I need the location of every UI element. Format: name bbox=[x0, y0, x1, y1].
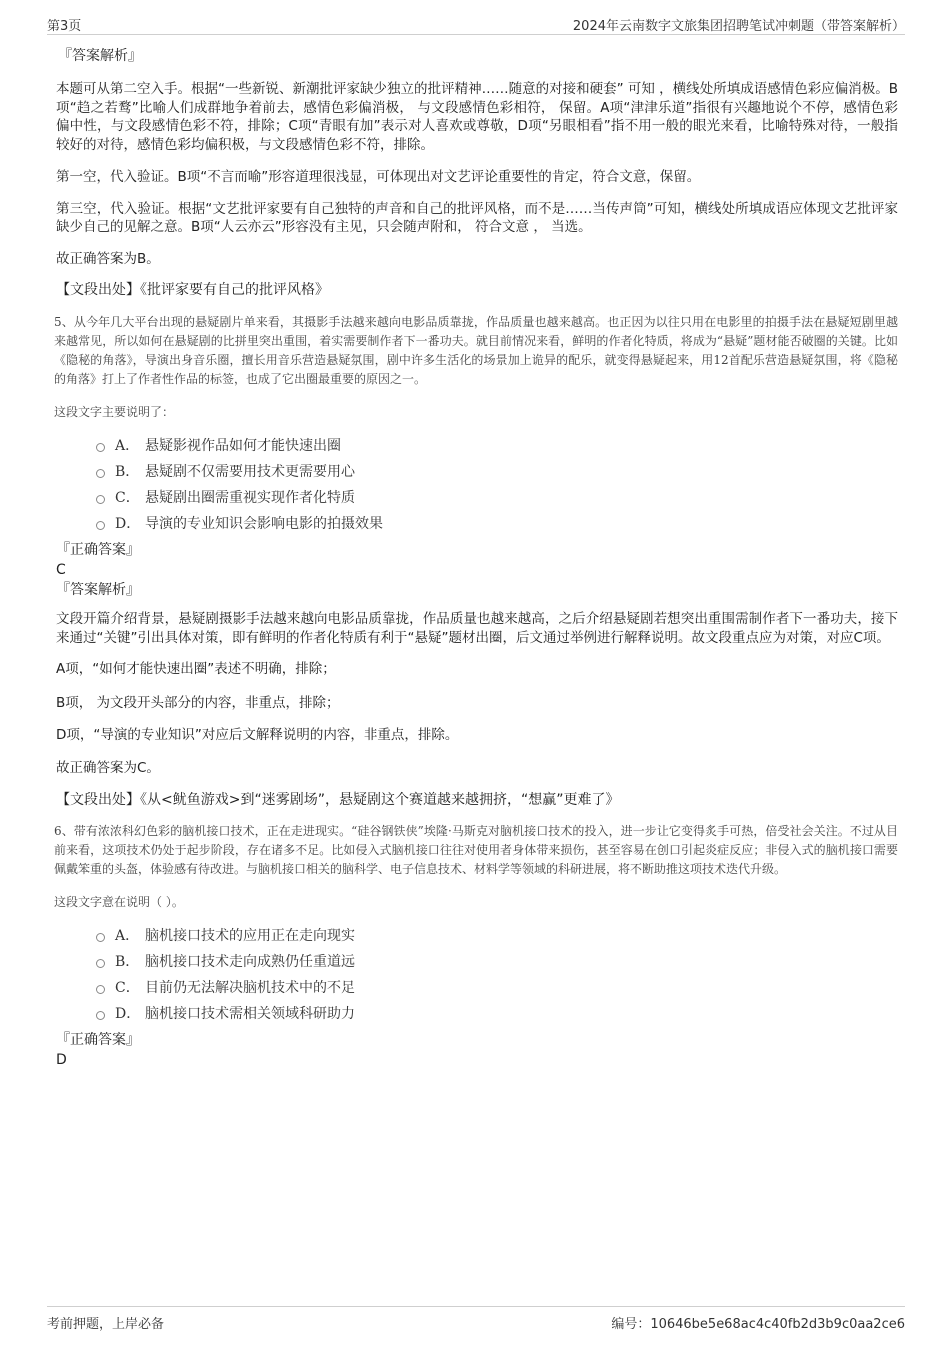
analysis-paragraph: 文段开篇介绍背景，悬疑剧摄影手法越来越向电影品质靠拢，作品质量也越来越高，之后介绍悬疑剧若想突出重围需制作者下一番功夫，接下来通过“关键”引出具体对策，即有鲜明的作者化特质有利于“悬疑”题材出圈，后文通过举例进行解释说明。故文段重点应为对策，对应C项。 bbox=[56, 611, 898, 646]
radio-icon[interactable] bbox=[96, 521, 105, 530]
analysis-paragraph: A项，“如何才能快速出圈”表述不明确，排除； bbox=[56, 661, 336, 677]
option-b[interactable]: B． 脑机接口技术走向成熟仍任重道远 bbox=[96, 948, 898, 974]
radio-icon[interactable] bbox=[96, 933, 105, 942]
option-a[interactable]: A． 悬疑影视作品如何才能快速出圈 bbox=[96, 432, 898, 458]
radio-icon[interactable] bbox=[96, 959, 105, 968]
analysis-paragraph: B项， 为文段开头部分的内容，非重点，排除； bbox=[56, 694, 340, 711]
page-footer bbox=[47, 1306, 905, 1331]
radio-icon[interactable] bbox=[96, 1011, 105, 1020]
radio-icon[interactable] bbox=[96, 495, 105, 504]
answer-statement: 故正确答案为B。 bbox=[56, 250, 160, 267]
answer-statement: 故正确答案为C。 bbox=[56, 759, 160, 776]
analysis-label: 『答案解析』 bbox=[58, 48, 142, 64]
option-b[interactable]: B． 悬疑剧不仅需要用技术更需要用心 bbox=[96, 458, 898, 484]
option-c[interactable]: C． 目前仍无法解决脑机技术中的不足 bbox=[96, 974, 898, 1000]
option-a[interactable]: A． 脑机接口技术的应用正在走向现实 bbox=[96, 922, 898, 948]
analysis-paragraph: 第一空，代入验证。B项“不言而喻”形容道理很浅显，可体现出对文艺评论重要性的肯定，符合文意，保留。 bbox=[56, 169, 701, 185]
page-number: 第3页 bbox=[47, 19, 82, 34]
source-citation: 【文段出处】《从<鱿鱼游戏>到“迷雾剧场”，悬疑剧这个赛道越来越拥挤，“想赢”更难了》 bbox=[56, 792, 620, 808]
analysis-paragraph: D项，“导演的专业知识”对应后文解释说明的内容，非重点，排除。 bbox=[56, 727, 459, 743]
document-id: 编号：10646be5e68ac4c40fb2d3b9c0aa2ce6 bbox=[611, 1317, 905, 1332]
correct-answer-label: 『正确答案』 bbox=[56, 542, 140, 558]
radio-icon[interactable] bbox=[96, 443, 105, 452]
option-d[interactable]: D． 导演的专业知识会影响电影的拍摄效果 bbox=[96, 510, 898, 536]
analysis-paragraph: 第三空，代入验证。根据“文艺批评家要有自己独特的声音和自己的批评风格，而不是……当传声筒”可知，横线处所填成语应体现文艺批评家缺少自己的见解之意。B项“人云亦云”形容没有主见，只会随声附和， 符合文意 ， 当选。 bbox=[56, 200, 898, 235]
analysis-label: 『答案解析』 bbox=[56, 582, 140, 598]
source-citation: 【文段出处】《批评家要有自己的批评风格》 bbox=[56, 282, 329, 298]
option-d[interactable]: D． 脑机接口技术需相关领域科研助力 bbox=[96, 1000, 898, 1026]
footer-slogan: 考前押题，上岸必备 bbox=[47, 1317, 165, 1332]
analysis-paragraph: 本题可从第二空入手。根据“一些新锐、新潮批评家缺少独立的批评精神……随意的对接和硬套” 可知 ，横线处所填成语感情色彩应偏消极。B项“趋之若鹜”比喻人们成群地争着前去，感情色彩偏消极， 与文段感情色彩相符， 保留。A项“津津乐道”指很有兴趣地说个不停，感情色彩偏中性，与文段感情色彩不符，排除；C项“青眼有加”表示对人喜欢或尊敬，D项“另眼相看”指不用一般的眼光来看，比喻特殊对待，一般指较好的对待，感情色彩均偏积极，与文段感情色彩不符，排除。 bbox=[56, 81, 898, 153]
radio-icon[interactable] bbox=[96, 985, 105, 994]
page-content bbox=[56, 46, 898, 1070]
radio-icon[interactable] bbox=[96, 469, 105, 478]
correct-answer: D bbox=[56, 1052, 67, 1068]
option-c[interactable]: C． 悬疑剧出圈需重视实现作者化特质 bbox=[96, 484, 898, 510]
option-list bbox=[96, 922, 898, 1026]
question-text: 6、带有浓浓科幻色彩的脑机接口技术，正在走进现实。“硅谷钢铁侠”埃隆·马斯克对脑机接口技术的投入，进一步让它变得炙手可热，倍受社会关注。不过从目前来看，这项技术仍处于起步阶段，存在诸多不足。比如侵入式脑机接口往往对使用者身体带来损伤，甚至容易在创口引起炎症反应；非侵入式的脑机接口需要佩戴笨重的头盔，体验感有待改进。与脑机接口相关的脑科学、电子信息技术、材料学等领域的科研进展，将不断助推这项技术迭代升级。 bbox=[54, 824, 898, 876]
option-list bbox=[96, 432, 898, 536]
document-title: 2024年云南数字文旅集团招聘笔试冲刺题（带答案解析） bbox=[572, 19, 905, 34]
question-prompt: 这段文字意在说明（ ）。 bbox=[54, 895, 184, 909]
question-prompt: 这段文字主要说明了： bbox=[54, 405, 175, 419]
correct-answer: C bbox=[56, 562, 66, 578]
page-header bbox=[47, 14, 905, 35]
question-text: 5、从今年几大平台出现的悬疑剧片单来看，其摄影手法越来越向电影品质靠拢，作品质量也越来越高。也正因为以往只用在电影里的拍摄手法在悬疑短剧里越来越常见，所以如何在悬疑剧的比拼里突出重围，着实需要制作者下一番功夫。就目前情况来看，鲜明的作者化特质，将成为“悬疑”题材能否破圈的关键。比如《隐秘的角落》，导演出身音乐圈，擅长用音乐营造悬疑氛围，剧中许多生活化的场景加上诡异的配乐，就变得悬疑起来，用12首配乐营造悬疑氛围，将《隐秘的角落》打上了作者性作品的标签，也成了它出圈最重要的原因之一。 bbox=[54, 315, 898, 386]
correct-answer-label: 『正确答案』 bbox=[56, 1032, 140, 1048]
